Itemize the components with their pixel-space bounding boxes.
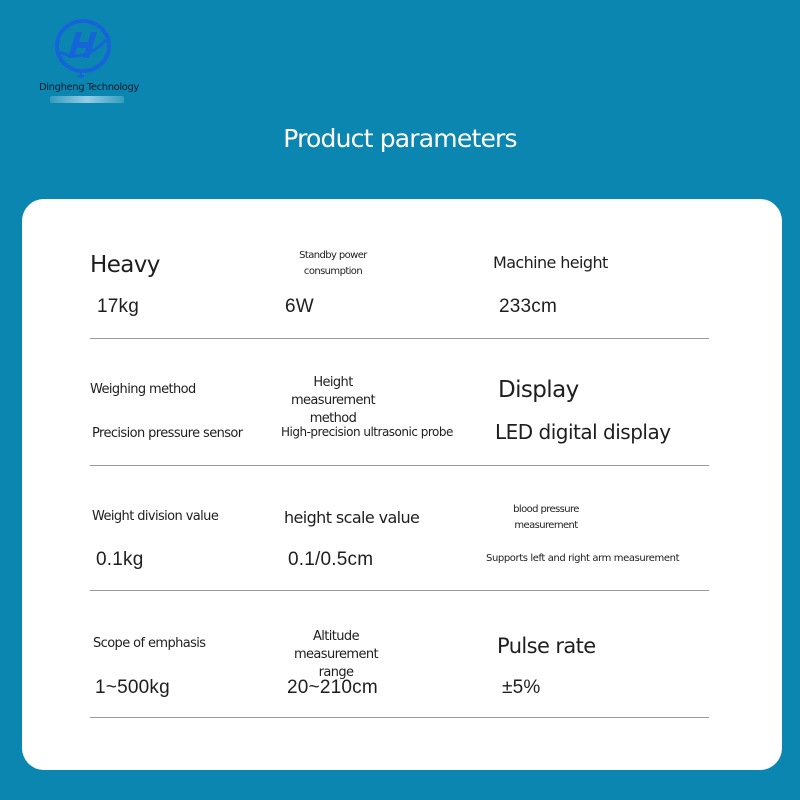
param-label-standby-power: Standby power consumption (299, 250, 367, 277)
param-value-display: LED digital display (495, 420, 671, 444)
param-label-blood-pressure: blood pressure measurement (513, 504, 579, 531)
row-divider (90, 717, 709, 718)
row-divider (90, 465, 709, 466)
param-label-display: Display (498, 377, 579, 403)
parameters-card (22, 199, 782, 770)
page-title: Product parameters (283, 124, 517, 153)
param-label-pulse-rate: Pulse rate (497, 634, 596, 658)
param-value-pulse-rate: ±5% (502, 677, 541, 698)
brand-name: Dingheng Technology (39, 82, 139, 93)
param-label-height-scale: height scale value (284, 508, 420, 527)
param-value-blood-pressure: Supports left and right arm measurement (486, 553, 680, 564)
param-label-weight-division: Weight division value (92, 509, 219, 524)
param-label-weight: Heavy (90, 252, 160, 278)
row-divider (90, 590, 709, 591)
param-value-weight: 17kg (97, 296, 140, 317)
param-label-height-method: Height measurement method (290, 375, 376, 426)
param-value-standby-power: 6W (285, 296, 314, 317)
brand-logo (36, 18, 139, 106)
param-value-height-method: High-precision ultrasonic probe (281, 425, 453, 439)
param-value-weight-division: 0.1kg (96, 549, 144, 570)
param-value-scope: 1~500kg (95, 677, 170, 698)
logo-reflection (50, 96, 124, 103)
param-value-altitude-range: 20~210cm (287, 677, 378, 698)
param-label-weighing-method: Weighing method (90, 382, 196, 397)
row-divider (90, 338, 709, 339)
param-value-weighing-method: Precision pressure sensor (92, 426, 243, 441)
param-label-machine-height: Machine height (493, 253, 608, 272)
param-label-scope: Scope of emphasis (93, 636, 206, 651)
param-label-altitude-range: Altitude measurement range (293, 629, 379, 680)
dingheng-logo-icon (54, 18, 112, 80)
param-value-height-scale: 0.1/0.5cm (288, 549, 374, 570)
param-value-machine-height: 233cm (499, 296, 558, 317)
